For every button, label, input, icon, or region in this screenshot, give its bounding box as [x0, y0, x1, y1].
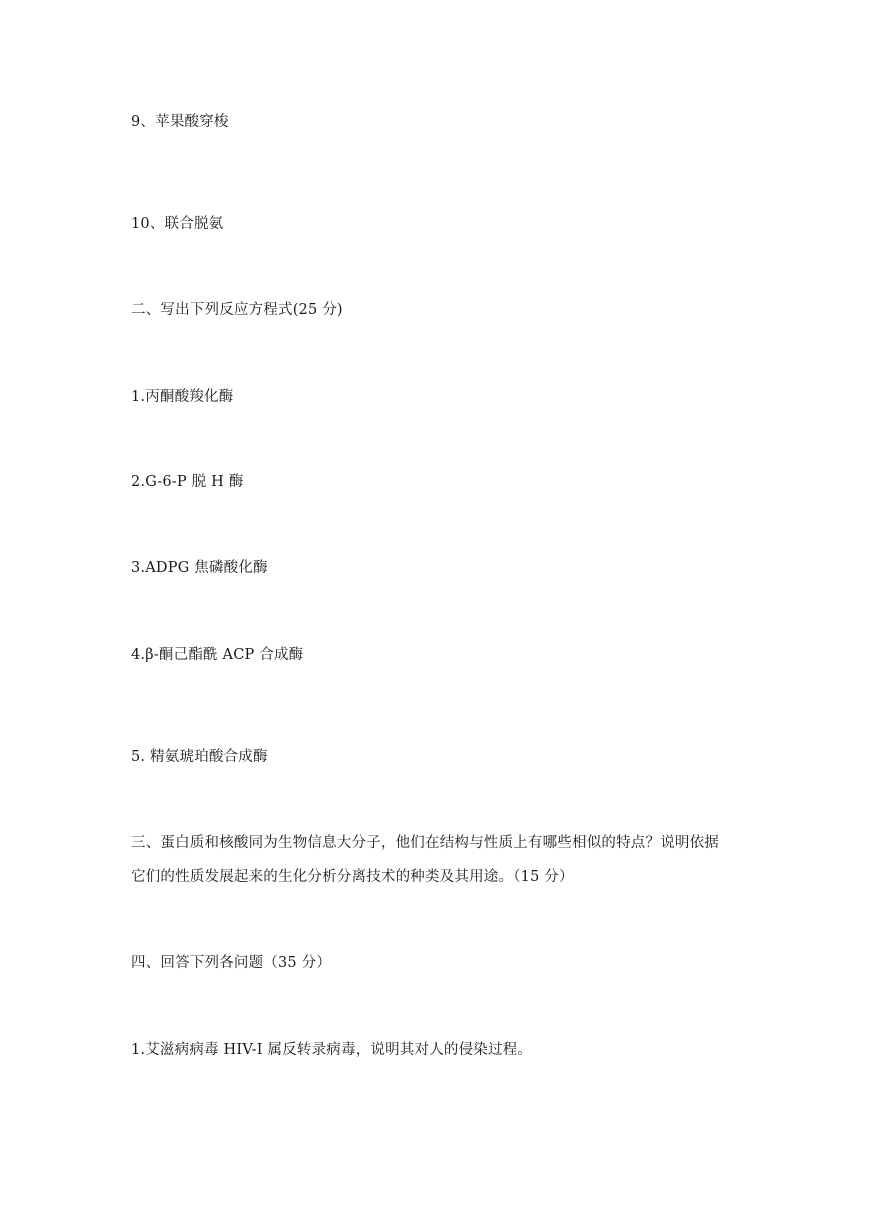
section-heading-4: 四、回答下列各问题（35 分）: [131, 955, 332, 971]
section-heading-3-line1: 三、蛋白质和核酸同为生物信息大分子，他们在结构与性质上有哪些相似的特点？说明依据: [131, 835, 719, 851]
equation-item-3: 3.ADPG 焦磷酸化酶: [131, 560, 268, 576]
section-heading-3-line2: 它们的性质发展起来的生化分析分离技术的种类及其用途。（15 分）: [131, 869, 574, 885]
equation-item-5: 5. 精氨琥珀酸合成酶: [131, 749, 268, 765]
term-item-9: 9、苹果酸穿梭: [131, 114, 229, 130]
term-item-10: 10、联合脱氨: [131, 216, 224, 232]
equation-item-4: 4.β-酮己酯酰 ACP 合成酶: [131, 647, 304, 663]
equation-item-2: 2.G-6-P 脱 H 酶: [131, 474, 244, 490]
question-item-1: 1.艾滋病病毒 HIV-I 属反转录病毒，说明其对人的侵染过程。: [131, 1042, 533, 1058]
equation-item-1: 1.丙酮酸羧化酶: [131, 389, 234, 405]
section-heading-2: 二、写出下列反应方程式(25 分): [131, 302, 343, 318]
